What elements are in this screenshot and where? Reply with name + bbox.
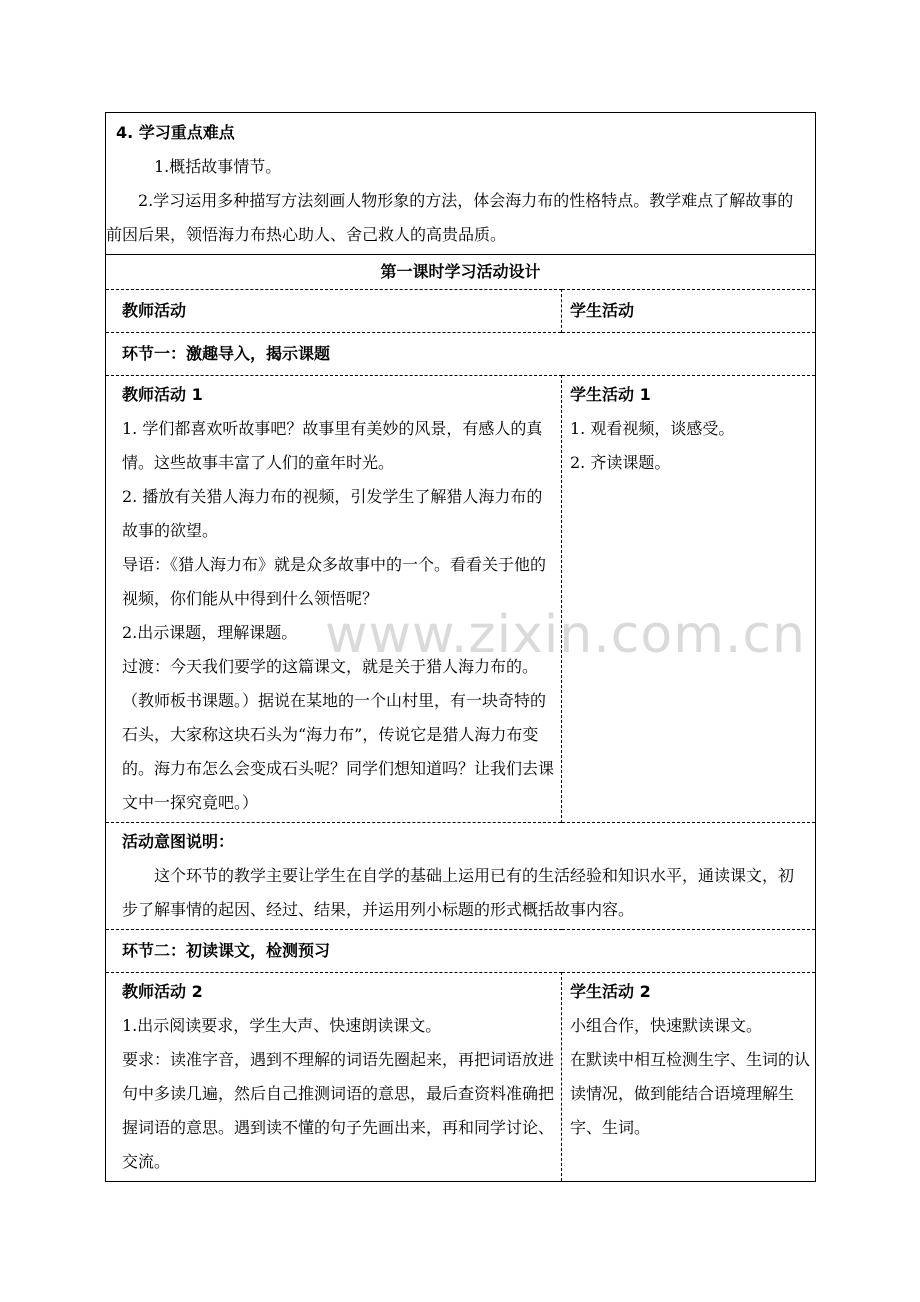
- section1-teacher-cell: [106, 376, 562, 823]
- intent-text: 这个环节的教学主要让学生在自学的基础上运用已有的生活经验和知识水平，通读课文，初步了解事情的起因、经过、结果，并运用列小标题的形式概括故事内容。: [122, 866, 795, 919]
- focus-item-1: 1.概括故事情节。: [154, 157, 282, 176]
- student-column-header: 学生活动: [562, 290, 816, 333]
- section1-teacher-title: 教师活动 1: [122, 385, 203, 404]
- section1-teacher-line: 2.出示课题，理解课题。: [122, 623, 298, 642]
- section1-student-cell: [562, 376, 816, 823]
- section2-student-line: 小组合作，快速默读课文。: [570, 1016, 763, 1035]
- section2-teacher-cell: [106, 973, 562, 1182]
- lesson-plan-table: [105, 112, 816, 1182]
- intent-cell: [106, 823, 816, 930]
- section2-student-cell: [562, 973, 816, 1182]
- lesson-plan-document: [105, 112, 815, 1182]
- focus-cell: [106, 113, 816, 255]
- intent-title: 活动意图说明：: [122, 832, 235, 851]
- section2-teacher-line: 要求：读准字音，遇到不理解的词语先圈起来，再把词语放进句中多读几遍，然后自己推测词语的意思，最后查资料准确把握词语的意思。遇到读不懂的句子先画出来，再和同学讨论、交流。: [122, 1050, 555, 1171]
- design-title: 第一课时学习活动设计: [106, 255, 816, 290]
- section2-student-line: 在默读中相互检测生字、生词的认读情况，做到能结合语境理解生字、生词。: [570, 1050, 811, 1137]
- focus-title: 4. 学习重点难点: [116, 123, 235, 142]
- watermark: www.zixin.com.cn: [325, 605, 806, 665]
- section2-title: 环节二：初读课文，检测预习: [106, 930, 816, 973]
- teacher-column-header: 教师活动: [106, 290, 562, 333]
- section2-teacher-line: 1.出示阅读要求，学生大声、快速朗读课文。: [122, 1016, 442, 1035]
- section2-student-title: 学生活动 2: [570, 982, 651, 1001]
- section1-student-line: 2. 齐读课题。: [570, 453, 671, 472]
- section1-title: 环节一：激趣导入，揭示课题: [106, 333, 816, 376]
- focus-item-2: 2.学习运用多种描写方法刻画人物形象的方法，体会海力布的性格特点。教学难点了解故事的前因后果，领悟海力布热心助人、舍己救人的高贵品质。: [106, 191, 794, 244]
- section1-teacher-line: 2. 播放有关猎人海力布的视频，引发学生了解猎人海力布的故事的欲望。: [122, 487, 543, 540]
- section2-teacher-title: 教师活动 2: [122, 982, 203, 1001]
- section1-teacher-line: 导语：《猎人海力布》就是众多故事中的一个。看看关于他的视频，你们能从中得到什么领悟呢？: [122, 555, 547, 608]
- section1-teacher-line: 1. 学们都喜欢听故事吧？故事里有美妙的风景，有感人的真情。这些故事丰富了人们的童年时光。: [122, 419, 543, 472]
- section1-student-line: 1. 观看视频，谈感受。: [570, 419, 735, 438]
- section1-teacher-line: 过渡：今天我们要学的这篇课文，就是关于猎人海力布的。（教师板书课题。）据说在某地的一个山村里，有一块奇特的石头，大家称这块石头为“海力布”，传说它是猎人海力布变的。海力布怎么会变成石头呢？同学们想知道吗？让我们去课文中一探究竟吧。）: [122, 657, 555, 812]
- section1-student-title: 学生活动 1: [570, 385, 651, 404]
